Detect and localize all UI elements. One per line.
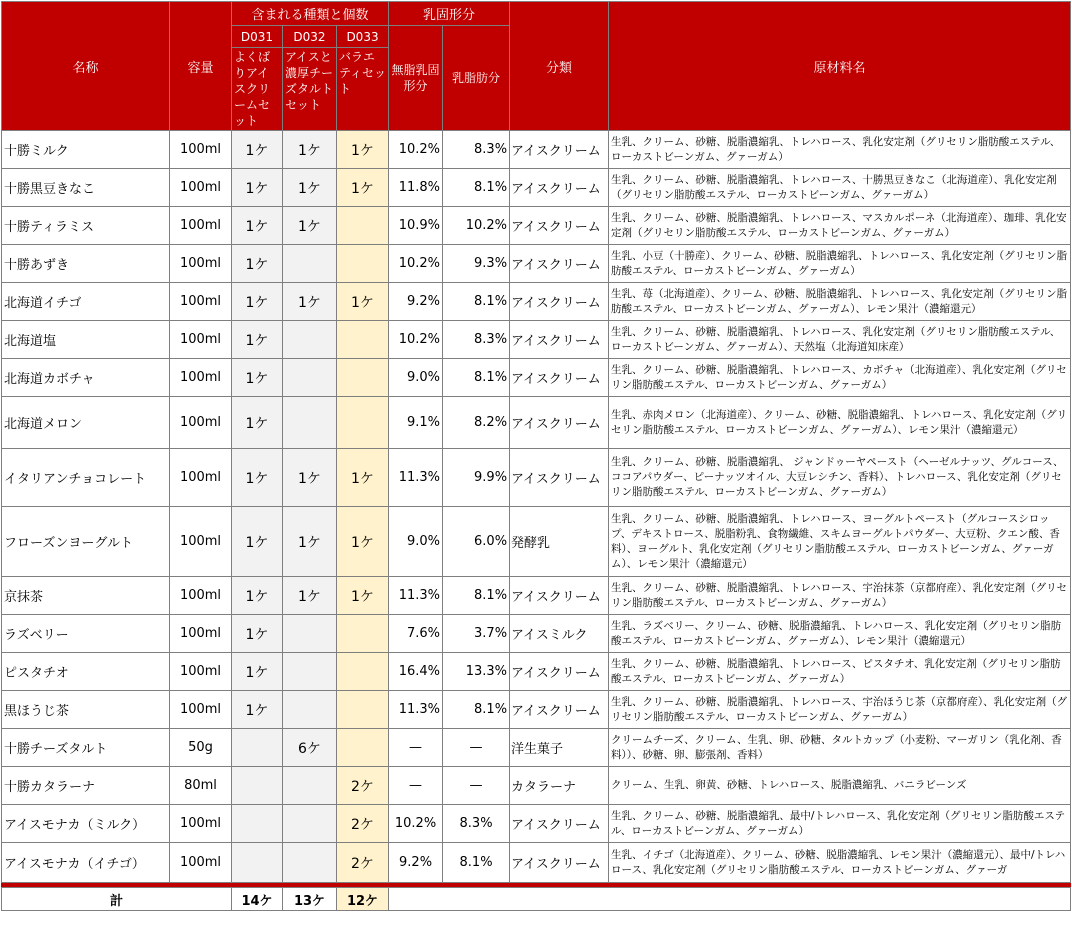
product-category: 発酵乳: [510, 507, 609, 577]
count-d033: [337, 359, 389, 397]
count-d032: [283, 767, 337, 805]
product-volume: 100ml: [170, 321, 232, 359]
product-name: 北海道塩: [2, 321, 170, 359]
table-row: [2, 843, 1071, 883]
count-d033: 1ケ: [337, 507, 389, 577]
milk-fat: 8.1%: [443, 283, 510, 321]
product-name: 北海道イチゴ: [2, 283, 170, 321]
product-table: [1, 1, 1071, 911]
nonfat-solids: 11.3%: [389, 449, 443, 507]
product-name: ラズベリー: [2, 615, 170, 653]
ingredients: 生乳、クリーム、砂糖、脱脂濃縮乳、トレハロース、乳化安定剤（グリセリン脂肪酸エステル、ローカストビーンガム、グァーガム）、天然塩（北海道知床産）: [609, 321, 1071, 359]
total-label: 計: [2, 888, 232, 911]
ingredients: 生乳、クリーム、砂糖、脱脂濃縮乳、トレハロース、宇治抹茶（京都府産）、乳化安定剤（グリセリン脂肪酸エステル、ローカストビーンガム、グァーガム）: [609, 577, 1071, 615]
count-d031: [232, 843, 283, 883]
total-d032: 13ケ: [283, 888, 337, 911]
count-d033: [337, 321, 389, 359]
ingredients: 生乳、赤肉メロン（北海道産）、クリーム、砂糖、脱脂濃縮乳、トレハロース、乳化安定剤（グリセリン脂肪酸エステル、ローカストビーンガム、グァーガム）、レモン果汁（濃縮還元）: [609, 397, 1071, 449]
ingredients: クリームチーズ、クリーム、生乳、卵、砂糖、タルトカップ（小麦粉、マーガリン（乳化剤、香料））、砂糖、卵、膨張剤、香料）: [609, 729, 1071, 767]
count-d032: [283, 397, 337, 449]
count-d032: 1ケ: [283, 207, 337, 245]
count-d031: 1ケ: [232, 131, 283, 169]
nonfat-solids: 10.2%: [389, 805, 443, 843]
product-category: アイスクリーム: [510, 321, 609, 359]
nonfat-solids: 10.2%: [389, 321, 443, 359]
count-d033: [337, 397, 389, 449]
table-row: [2, 615, 1071, 653]
product-volume: 100ml: [170, 577, 232, 615]
count-d033: 1ケ: [337, 577, 389, 615]
count-d032: 1ケ: [283, 169, 337, 207]
set-label-d033: バラエティセット: [337, 48, 389, 131]
milk-fat: —: [443, 729, 510, 767]
col-header-nonfat: 無脂乳固形分: [389, 26, 443, 131]
total-row: [2, 888, 1071, 911]
product-category: アイスミルク: [510, 615, 609, 653]
nonfat-solids: 9.1%: [389, 397, 443, 449]
product-category: アイスクリーム: [510, 359, 609, 397]
product-volume: 100ml: [170, 245, 232, 283]
set-code-d032: D032: [283, 26, 337, 48]
product-volume: 100ml: [170, 131, 232, 169]
milk-fat: 8.1%: [443, 843, 510, 883]
count-d032: [283, 843, 337, 883]
product-category: アイスクリーム: [510, 653, 609, 691]
nonfat-solids: —: [389, 729, 443, 767]
nonfat-solids: 16.4%: [389, 653, 443, 691]
product-name: アイスモナカ（イチゴ）: [2, 843, 170, 883]
count-d032: [283, 691, 337, 729]
table-row: [2, 397, 1071, 449]
nonfat-solids: 9.2%: [389, 283, 443, 321]
set-code-d031: D031: [232, 26, 283, 48]
count-d031: 1ケ: [232, 397, 283, 449]
nonfat-solids: 11.8%: [389, 169, 443, 207]
count-d032: [283, 321, 337, 359]
count-d033: [337, 729, 389, 767]
ingredients: 生乳、苺（北海道産）、クリーム、砂糖、脱脂濃縮乳、トレハロース、乳化安定剤（グリセリン脂肪酸エステル、ローカストビーンガム、グァーガム）、レモン果汁（濃縮還元）: [609, 283, 1071, 321]
product-category: アイスクリーム: [510, 169, 609, 207]
product-name: フローズンヨーグルト: [2, 507, 170, 577]
table-row: [2, 767, 1071, 805]
product-name: イタリアンチョコレート: [2, 449, 170, 507]
set-label-d031: よくばりアイスクリームセット: [232, 48, 283, 131]
product-volume: 100ml: [170, 359, 232, 397]
product-name: 黒ほうじ茶: [2, 691, 170, 729]
col-header-name: 名称: [2, 2, 170, 131]
nonfat-solids: 10.9%: [389, 207, 443, 245]
table-row: [2, 729, 1071, 767]
milk-fat: 10.2%: [443, 207, 510, 245]
nonfat-solids: 7.6%: [389, 615, 443, 653]
count-d031: 1ケ: [232, 359, 283, 397]
product-name: 北海道メロン: [2, 397, 170, 449]
count-d033: [337, 245, 389, 283]
count-d033: 2ケ: [337, 805, 389, 843]
product-volume: 50g: [170, 729, 232, 767]
product-volume: 80ml: [170, 767, 232, 805]
total-filler: [389, 888, 1071, 911]
ingredients: 生乳、クリーム、砂糖、脱脂濃縮乳、トレハロース、宇治ほうじ茶（京都府産）、乳化安定剤（グリセリン脂肪酸エステル、ローカストビーンガム、グァーガム）: [609, 691, 1071, 729]
count-d031: [232, 767, 283, 805]
table-row: [2, 507, 1071, 577]
table-row: [2, 245, 1071, 283]
ingredients: クリーム、生乳、卵黄、砂糖、トレハロース、脱脂濃縮乳、バニラビーンズ: [609, 767, 1071, 805]
col-header-ingredients: 原材料名: [609, 2, 1071, 131]
table-row: [2, 321, 1071, 359]
ingredients: 生乳、クリーム、砂糖、脱脂濃縮乳、最中/トレハロース、乳化安定剤（グリセリン脂肪酸エステル、ローカストビーンガム、グァーガム）: [609, 805, 1071, 843]
table-body: [2, 131, 1071, 883]
ingredients: 生乳、クリーム、砂糖、脱脂濃縮乳、 ジャンドゥーヤペースト（ヘーゼルナッツ、グルコース、ココアパウダー、ピーナッツオイル、大豆レシチン、香料）、トレハロース、乳化安定剤（グリセリン脂肪酸エステル、ローカストビーンガム、グァーガム）: [609, 449, 1071, 507]
count-d032: 1ケ: [283, 577, 337, 615]
count-d031: 1ケ: [232, 615, 283, 653]
ingredients: 生乳、ラズベリー、クリーム、砂糖、脱脂濃縮乳、トレハロース、乳化安定剤（グリセリン脂肪酸エステル、ローカストビーンガム、グァーガム）、レモン果汁（濃縮還元）: [609, 615, 1071, 653]
count-d032: [283, 805, 337, 843]
product-category: アイスクリーム: [510, 577, 609, 615]
product-volume: 100ml: [170, 843, 232, 883]
total-d033: 12ケ: [337, 888, 389, 911]
nonfat-solids: 9.2%: [389, 843, 443, 883]
table-row: [2, 169, 1071, 207]
ingredients: 生乳、小豆（十勝産）、クリーム、砂糖、脱脂濃縮乳、トレハロース、乳化安定剤（グリセリン脂肪酸エステル、ローカストビーンガム、グァーガム）: [609, 245, 1071, 283]
count-d031: 1ケ: [232, 207, 283, 245]
milk-fat: 8.3%: [443, 321, 510, 359]
ingredients: 生乳、クリーム、砂糖、脱脂濃縮乳、トレハロース、乳化安定剤（グリセリン脂肪酸エステル、ローカストビーンガム、グァーガム）: [609, 131, 1071, 169]
count-d033: [337, 615, 389, 653]
product-name: 十勝黒豆きなこ: [2, 169, 170, 207]
product-category: アイスクリーム: [510, 805, 609, 843]
nonfat-solids: —: [389, 767, 443, 805]
count-d032: 1ケ: [283, 507, 337, 577]
table-row: [2, 691, 1071, 729]
count-d032: 1ケ: [283, 449, 337, 507]
product-volume: 100ml: [170, 653, 232, 691]
product-category: アイスクリーム: [510, 245, 609, 283]
product-name: ピスタチオ: [2, 653, 170, 691]
milk-fat: 8.3%: [443, 131, 510, 169]
col-header-group-milk: 乳固形分: [389, 2, 510, 26]
count-d033: 1ケ: [337, 449, 389, 507]
col-header-milkfat: 乳脂肪分: [443, 26, 510, 131]
product-volume: 100ml: [170, 449, 232, 507]
milk-fat: 9.3%: [443, 245, 510, 283]
milk-fat: 9.9%: [443, 449, 510, 507]
count-d033: [337, 691, 389, 729]
ingredients: 生乳、クリーム、砂糖、脱脂濃縮乳、トレハロース、十勝黒豆きなこ（北海道産）、乳化安定剤（グリセリン脂肪酸エステル、ローカストビーンガム、グァーガム）: [609, 169, 1071, 207]
nonfat-solids: 10.2%: [389, 245, 443, 283]
product-category: 洋生菓子: [510, 729, 609, 767]
set-label-d032: アイスと濃厚チーズタルトセット: [283, 48, 337, 131]
product-category: アイスクリーム: [510, 449, 609, 507]
nonfat-solids: 11.3%: [389, 577, 443, 615]
count-d031: [232, 729, 283, 767]
count-d032: [283, 245, 337, 283]
table-row: [2, 283, 1071, 321]
milk-fat: 6.0%: [443, 507, 510, 577]
count-d033: 1ケ: [337, 131, 389, 169]
col-header-group-count: 含まれる種類と個数: [232, 2, 389, 26]
ingredients: 生乳、イチゴ（北海道産）、クリーム、砂糖、脱脂濃縮乳、レモン果汁（濃縮還元）、最中/トレハロース、乳化安定剤（グリセリン脂肪酸エステル、ローカストビーンガム、グァーガ: [609, 843, 1071, 883]
milk-fat: 8.3%: [443, 805, 510, 843]
count-d031: [232, 805, 283, 843]
col-header-category: 分類: [510, 2, 609, 131]
product-name: 十勝チーズタルト: [2, 729, 170, 767]
count-d033: 2ケ: [337, 767, 389, 805]
product-name: 十勝ティラミス: [2, 207, 170, 245]
count-d031: 1ケ: [232, 321, 283, 359]
nonfat-solids: 10.2%: [389, 131, 443, 169]
table-row: [2, 207, 1071, 245]
milk-fat: 8.1%: [443, 169, 510, 207]
count-d031: 1ケ: [232, 245, 283, 283]
count-d033: 2ケ: [337, 843, 389, 883]
count-d033: 1ケ: [337, 283, 389, 321]
count-d032: 1ケ: [283, 131, 337, 169]
set-code-d033: D033: [337, 26, 389, 48]
nonfat-solids: 9.0%: [389, 359, 443, 397]
product-volume: 100ml: [170, 805, 232, 843]
product-volume: 100ml: [170, 507, 232, 577]
nonfat-solids: 9.0%: [389, 507, 443, 577]
product-name: 京抹茶: [2, 577, 170, 615]
product-volume: 100ml: [170, 615, 232, 653]
milk-fat: 13.3%: [443, 653, 510, 691]
product-category: アイスクリーム: [510, 207, 609, 245]
ingredients: 生乳、クリーム、砂糖、脱脂濃縮乳、トレハロース、ピスタチオ、乳化安定剤（グリセリン脂肪酸エステル、ローカストビーンガム、グァーガム）: [609, 653, 1071, 691]
product-volume: 100ml: [170, 397, 232, 449]
table-row: [2, 653, 1071, 691]
product-volume: 100ml: [170, 283, 232, 321]
product-name: 十勝あずき: [2, 245, 170, 283]
milk-fat: 8.1%: [443, 359, 510, 397]
count-d031: 1ケ: [232, 653, 283, 691]
ingredients: 生乳、クリーム、砂糖、脱脂濃縮乳、トレハロース、カボチャ（北海道産）、乳化安定剤（グリセリン脂肪酸エステル、ローカストビーンガム、グァーガム）: [609, 359, 1071, 397]
count-d031: 1ケ: [232, 449, 283, 507]
count-d031: 1ケ: [232, 283, 283, 321]
count-d031: 1ケ: [232, 507, 283, 577]
ingredients: 生乳、クリーム、砂糖、脱脂濃縮乳、トレハロース、ヨーグルトペースト（グルコースシロップ、デキストロース、脱脂粉乳、食物繊維、スキムヨーグルトパウダー、大豆粉、クエン酸、香料）、ヨーグルト、乳化安定剤（グリセリン脂肪酸エステル、ローカストビーンガム、グァーガム）、レモン果汁（濃縮還元）: [609, 507, 1071, 577]
milk-fat: 8.1%: [443, 577, 510, 615]
count-d032: [283, 653, 337, 691]
count-d033: [337, 207, 389, 245]
count-d033: 1ケ: [337, 169, 389, 207]
count-d032: 1ケ: [283, 283, 337, 321]
product-category: カタラーナ: [510, 767, 609, 805]
table-row: [2, 131, 1071, 169]
count-d031: 1ケ: [232, 691, 283, 729]
milk-fat: 8.2%: [443, 397, 510, 449]
count-d032: 6ケ: [283, 729, 337, 767]
count-d031: 1ケ: [232, 169, 283, 207]
milk-fat: —: [443, 767, 510, 805]
table-row: [2, 577, 1071, 615]
product-category: アイスクリーム: [510, 131, 609, 169]
count-d032: [283, 615, 337, 653]
product-name: 北海道カボチャ: [2, 359, 170, 397]
col-header-volume: 容量: [170, 2, 232, 131]
milk-fat: 8.1%: [443, 691, 510, 729]
milk-fat: 3.7%: [443, 615, 510, 653]
count-d031: 1ケ: [232, 577, 283, 615]
product-volume: 100ml: [170, 207, 232, 245]
table-row: [2, 805, 1071, 843]
total-d031: 14ケ: [232, 888, 283, 911]
product-name: 十勝カタラーナ: [2, 767, 170, 805]
product-volume: 100ml: [170, 169, 232, 207]
table-row: [2, 359, 1071, 397]
ingredients: 生乳、クリーム、砂糖、脱脂濃縮乳、トレハロース、マスカルポーネ（北海道産）、珈琲、乳化安定剤（グリセリン脂肪酸エステル、ローカストビーンガム、グァーガム）: [609, 207, 1071, 245]
count-d032: [283, 359, 337, 397]
product-name: 十勝ミルク: [2, 131, 170, 169]
product-category: アイスクリーム: [510, 843, 609, 883]
nonfat-solids: 11.3%: [389, 691, 443, 729]
product-category: アイスクリーム: [510, 691, 609, 729]
count-d033: [337, 653, 389, 691]
product-category: アイスクリーム: [510, 283, 609, 321]
product-volume: 100ml: [170, 691, 232, 729]
product-category: アイスクリーム: [510, 397, 609, 449]
product-name: アイスモナカ（ミルク）: [2, 805, 170, 843]
table-row: [2, 449, 1071, 507]
